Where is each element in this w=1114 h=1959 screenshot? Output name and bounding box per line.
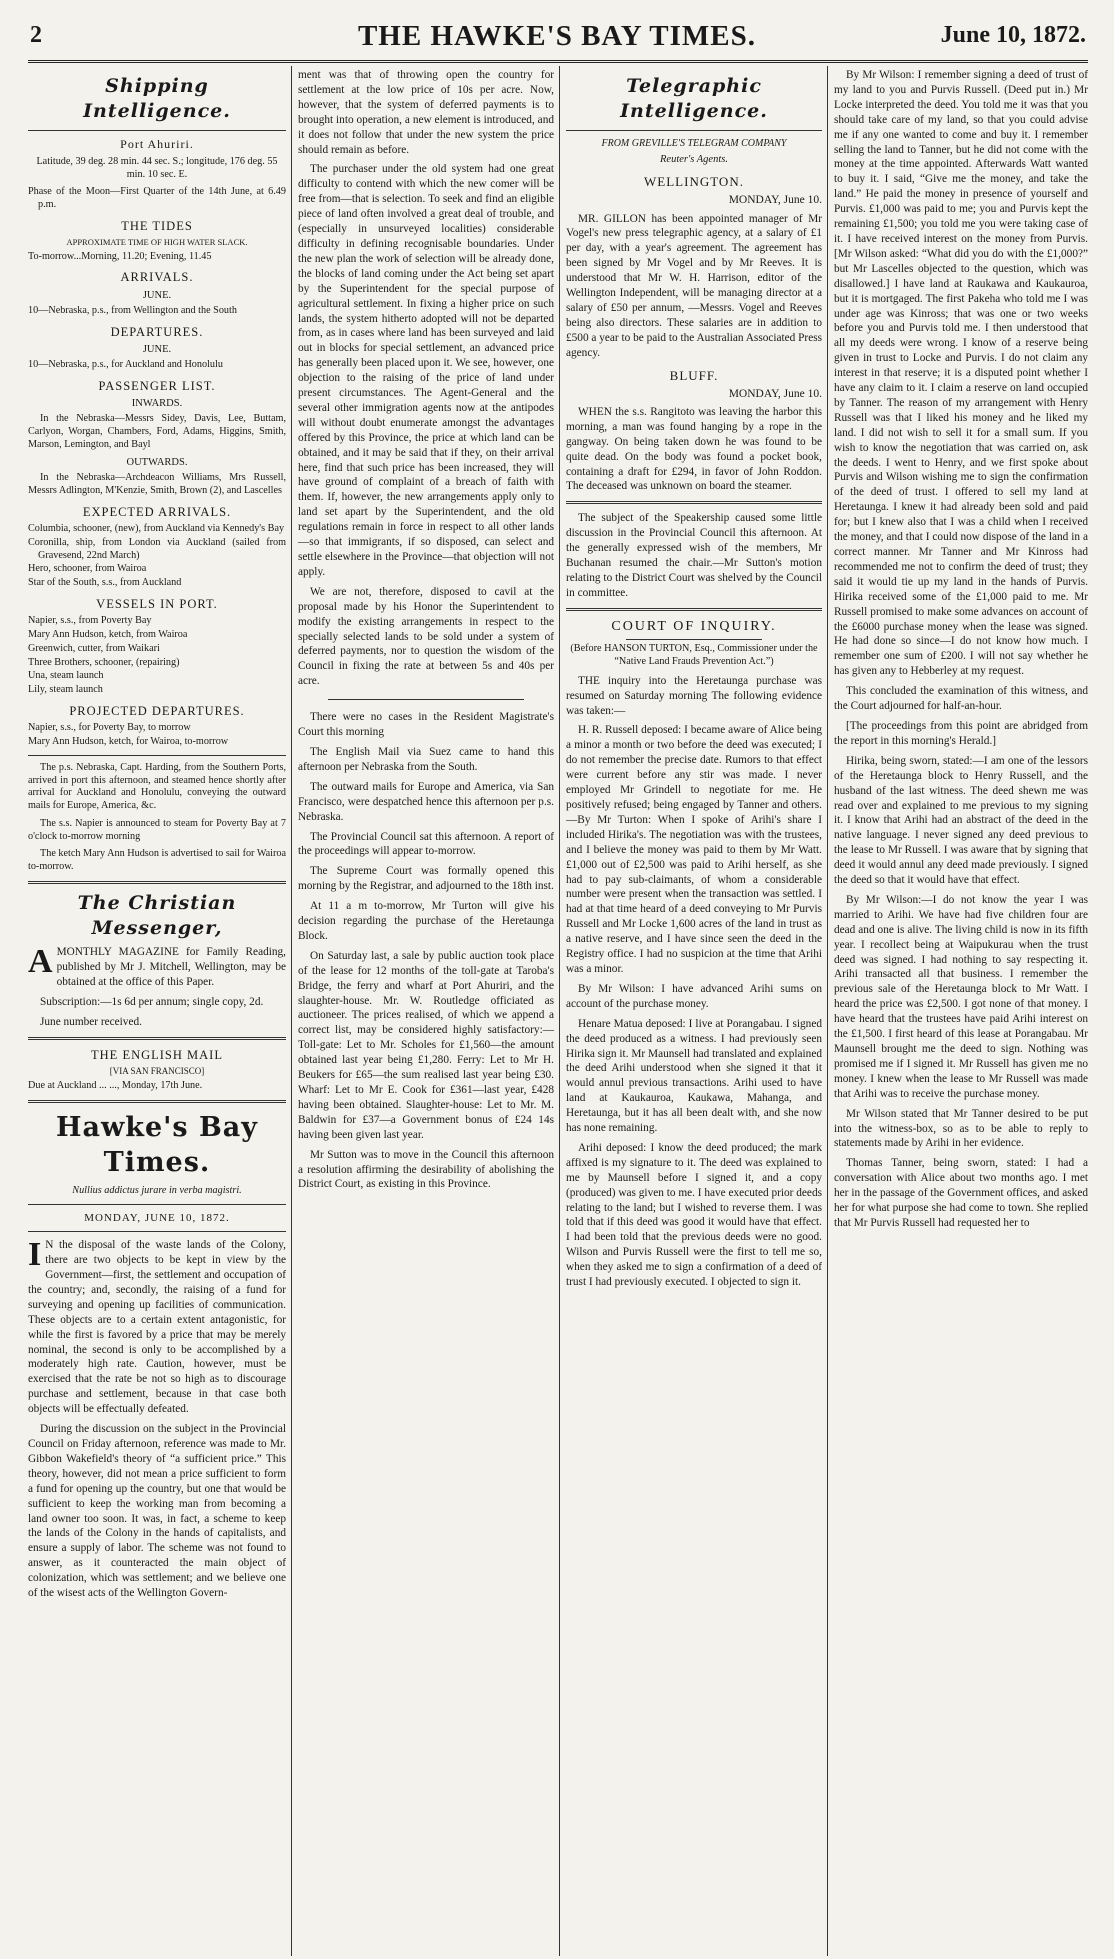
divider (28, 1204, 286, 1205)
column-rule (559, 66, 560, 1956)
mail-due: Due at Auckland ... ..., Monday, 17th June. (28, 1079, 203, 1091)
leader-paragraph (28, 1238, 286, 1417)
inquiry-text: [The proceedings from this point are abridged from the report in this morning's Herald.] (834, 719, 1088, 747)
leader-date: MONDAY, JUNE 10, 1872. (84, 1211, 230, 1224)
divider (28, 755, 286, 756)
divider (28, 1037, 286, 1040)
latitude: Latitude, 39 deg. 28 min. 44 sec. S.; longitude, 176 deg. 55 min. 10 sec. E. (36, 155, 278, 180)
telegram-text: WHEN the s.s. Rangitoto was leaving the harbor this morning, a man was found hanging by a rope in the gangway. On being taken down he was found to be quite dead. On the body was found a pocket book, containing a draft for £294, in favor of John Roddon. The deceased was unknown on board the steamer. (566, 405, 822, 493)
divider (28, 130, 286, 131)
divider (566, 130, 822, 131)
list-item: Three Brothers, schooner, (repairing) (28, 656, 180, 668)
list-item: Star of the South, s.s., from Auckland (28, 577, 182, 589)
messenger-ad (28, 945, 286, 990)
departures-text: 10—Nebraska, p.s., for Auckland and Honolulu (28, 358, 223, 370)
inquiry-text: Mr Wilson stated that Mr Tanner desired to be put into the witness-box, so as to be able to reply to statements made by Arihi in her evidence. (834, 1107, 1088, 1150)
divider (566, 501, 822, 504)
drop-cap: A (28, 943, 53, 981)
leader-paragraph: ment was that of throwing open the country for settlement at the low price of 10s per acre. Now, however, that the system of deferred payments is to brought into operation, a new element is introduced, and it does not follow that under the new system the price should remain as before. (298, 69, 554, 156)
list-item: Mary Ann Hudson, ketch, for Wairoa, to-morrow (28, 736, 229, 748)
court-heading: COURT OF INQUIRY. (611, 618, 777, 634)
list-item: Coronilla, ship, from London via Auckland (sailed from Gravesend, 22nd March) (28, 536, 286, 561)
divider (28, 1100, 286, 1103)
inquiry-text: Hirika, being sworn, stated:—I am one of the lessors of the Heretaunga block to Henry Russell, and the husband of the last witness. The deed shewn me was read over and explained to me previous to my signing it. I know that Arihi had an abstract of the deed in the native language. I never signed any deed previous to the lease to Mr Russell. I was aware that by signing that deed it would annul any deed made previously. I signed the deed so that it would have that effect. (834, 754, 1088, 887)
column-rule (291, 66, 292, 1956)
shipping-note: The s.s. Napier is announced to steam for Poverty Bay at 7 o'clock to-morrow morning (28, 817, 286, 842)
telegram-company: FROM GREVILLE'S TELEGRAM COMPANY (601, 138, 787, 150)
wellington-heading: WELLINGTON. (644, 174, 744, 190)
list-item: Columbia, schooner, (new), from Auckland via Kennedy's Bay (28, 523, 285, 535)
divider (28, 881, 286, 884)
inquiry-text: Henare Matua deposed: I live at Porangabau. I signed the deed produced as a witness. I had previously seen Hirika sign it. Mr Maunsell had translated and explained the deed Arihi understood when she signed it that it would annul previous transactions. Arihi used to have land at Kaukauroa, Kaukawa, Mahanga, and Heretaunga, but it has all been dealt with, and she now has none remaining. (566, 1017, 822, 1135)
shipping-note: The p.s. Nebraska, Capt. Harding, from the Southern Ports, arrived in port this afternoon, and steamed hence shortly after arrival for Auckland and Honolulu, conveying the outward mails for Europe, America, &c. (28, 761, 286, 812)
arrivals-title: ARRIVALS. (120, 270, 194, 285)
inquiry-text: H. R. Russell deposed: I became aware of Alice being a minor a month or two before the deed was executed; I do not remember the precise date. Rumors to that effect were current before any stir was made. I never employed Mr Grindell to negotiate for me. He positively refused; being engaged by Tanner and others.—By Mr Turton: When I spoke of Arihi's share I included Hirika's. The negotiation was with the trustees, and I believe the money was paid to them by Mr Watt. £1,000 out of £2,500 was paid to Arihi herself, as she had to pay sub-claimants, of whom a considerable number were present when the transaction was settled. I had at that time heard of a deed conveying to Mr Purvis Russell and Mr Locke 1,600 acres of the land in trust as a native reserve, and I have since seen the deed in the Registry office. I had no suspicion at the time that Arihi was a minor. (566, 724, 822, 975)
vessels-title: VESSELS IN PORT. (96, 596, 218, 611)
arrivals-month: JUNE. (142, 289, 172, 301)
leader-paragraph: We are not, therefore, disposed to cavil at the proposal made by his Honor the Superintendent to modify the existing arrangements in respect to the specially selected lands to be sold under a system of deferred payments, nor to question the wisdom of the Council in fixing the rate at between 5s and 40s per acre. (298, 585, 554, 688)
list-item: Hero, schooner, from Wairoa (28, 563, 147, 575)
column-3 (562, 68, 826, 1956)
passenger-title: PASSENGER LIST. (98, 378, 216, 393)
divider (626, 639, 762, 640)
dateline: MONDAY, June 10. (728, 194, 822, 207)
outwards-text: In the Nebraska—Archdeacon Williams, Mrs Russell, Messrs Adlington, M'Kenzie, Smith, Brown (2), and Lascelles (28, 472, 286, 496)
paper-motto: Nullius addictus jurare in verba magistri. (72, 1184, 242, 1196)
inquiry-text: THE inquiry into the Heretaunga purchase was resumed on Saturday morning The following evidence was taken:— (566, 674, 822, 717)
news-item: There were no cases in the Resident Magistrate's Court this morning (298, 711, 554, 739)
list-item: Greenwich, cutter, from Waikari (28, 642, 160, 654)
dateline: MONDAY, June 10. (728, 387, 822, 400)
expected-title: EXPECTED ARRIVALS. (82, 504, 232, 519)
masthead-rule (28, 60, 1088, 63)
departures-month: JUNE. (142, 344, 172, 356)
inwards-text: In the Nebraska—Messrs Sidey, Davis, Lee, Buttam, Carlyon, Worgan, Chambers, Ford, Adams, Higgins, Smith, Marson, Lemington, and Bayl (28, 413, 286, 450)
column-1 (28, 68, 290, 1956)
leader-paragraph: The purchaser under the old system had one great difficulty to contend with which the new comer will be free from—that is selection. To seek and find an eligible piece of land often involved a great deal of trouble, and (especially in unsurveyed localities) considerable difficulty in defining recognisable boundaries. Under the new plan the work of selection will be already done, the blocks of land coming under the Act being set apart by the Superintendent for the special purpose of agricultural settlement. In fixing a higher price on such lands, the system hitherto adopted will not be departed from, as in cases where land has been surveyed and laid out in blocks for special settlement, an advanced price has generally been placed upon it. We see, however, one objection to the raising of the price of land under present circumstances. The Agent-General and the several other immigration agents now at the antipodes will without doubt enumerate amongst the advantages offered by this Province, the price at which land can be obtained, and it may be said that if they, on their arrival here, find that such price has been increased, they will have ground of complaint of a breach of faith with them. If, however, the new arrangements apply only to land set apart by the Superintendent, and the old regulations remain in force in respect to all other lands—so that immigrants, if so disposed, can select and settle elsewhere in the Province—that objection will not apply. (298, 163, 554, 578)
newspaper-title: THE HAWKE'S BAY TIMES. (357, 20, 757, 52)
leader-paragraph: During the discussion on the subject in the Provincial Council on Friday afternoon, reference was made to Mr. Gibbon Wakefield's theory of “a sufficient price.” This theory, however, did not mean a price sufficient to form a fund for opening up the country, but one that would be sufficient to keep the working man from becoming a land owner too soon. It was, in fact, a scheme to keep the lands of the Colony in the hands of capitalists, and ensure a supply of labor. The scheme was not found to answer, as it counteracted the main object of colonization, which was settlement; and we believe one of the wisest acts of the Wellington Govern- (28, 1423, 286, 1600)
court-before: (Before HANSON TURTON, Esq., Commissioner under the “Native Land Frauds Prevention Act.”) (570, 643, 818, 668)
news-item: The English Mail via Suez came to hand this afternoon per Nebraska from the South. (298, 745, 554, 773)
mail-title: THE ENGLISH MAIL (91, 1047, 223, 1062)
list-item: Una, steam launch (28, 670, 104, 682)
tides-text: To-morrow...Morning, 11.20; Evening, 11.45 (28, 250, 212, 262)
tides-subtitle: APPROXIMATE TIME OF HIGH WATER SLACK. (66, 237, 248, 248)
inquiry-text: Arihi deposed: I know the deed produced; the mark affixed is my signature to it. The deed was explained to me by Maunsell before I signed it, and a copy (produced) was given to me. I have executed prior deeds relating to the land; but I wished to reverse them. I was told that if this deed was good it would have that effect. I had been told that the previous deeds were no good. Wilson and Purvis Russell were the first to tell me so, when they asked me to sign a confirmation of a deed of trust I had previously executed. I objected to sign it. (566, 1141, 822, 1289)
inquiry-text: Thomas Tanner, being sworn, stated: I had a conversation with Alice about two months ago. I met her in the passage of the Government offices, and asked her for what purpose she had come to town. She replied that Mr Purvis Russell had requested her to (834, 1157, 1088, 1229)
news-item: Mr Sutton was to move in the Council this afternoon a resolution affirming the desirability of abolishing the District Court, as existing in this Province. (298, 1148, 554, 1191)
inwards-label: INWARDS. (131, 398, 183, 410)
list-item: Lily, steam launch (28, 684, 103, 696)
tides-title: THE TIDES (121, 218, 193, 233)
messenger-text: MONTHLY MAGAZINE for Family Reading, published by Mr J. Mitchell, Wellington, may be obtained at the office of this Paper. (56, 946, 286, 988)
arrivals-text: 10—Nebraska, p.s., from Wellington and the South (28, 304, 237, 316)
divider (566, 608, 822, 611)
news-item: The Provincial Council sat this afternoon. A report of the proceedings will appear to-morrow. (298, 830, 554, 858)
outwards-label: OUTWARDS. (126, 457, 188, 469)
leader-text: N the disposal of the waste lands of the Colony, there are two objects to be kept in view by the Government—first, the settlement and occupation of the country; and, secondly, the raising of a fund for surveying and opening up facilities of communication. These objects are to a certain extent antagonistic, for while the first is favored by a price that may be merely nominal, the second is only to be accomplished by a moderately high rate. Caution, however, must be exercised that the rate be not so high as to discourage purchase and settlement, because in that case both objects will be effectually defeated. (28, 1239, 286, 1416)
telegraphic-heading: Telegraphic Intelligence. (620, 75, 768, 123)
inquiry-text: By Mr Wilson: I remember signing a deed of trust of my land to you and Purvis Russell. (Deed put in.) Mr Locke interpreted the deed. You told me it was that you should take care of my land, so that you could advise me if any one wanted to come and buy it. I remember selling the land to Tanner, but he did not come with the money at the time appointed. Afterwards Watt wanted to buy it. I said, “Give me the money, and take the land.” He paid the money in presence of yourself and Purvis. £1,000 was paid to me; you and Purvis kept the remaining £1,500; you told me you were taking case of it. I have received interest on the money from Purvis. [Mr Wilson asked: “What did you do with the £1,000?” but Mr Lascelles objected to the question, which was disallowed.] I have land at Raukawa and Kaukauroa, but it is mortgaged. The first Pakeha who told me I was under age was Kinross; that was one or two weeks before you and Purvis told me. I then understood that all my deeds were wrong. I know of a reserve being given in trust to Locke and Purvis. I do not claim any interest in that reserve; it is a disputed point whether I have any claim to it. I claim a reserve on land occupied by Tanner. The reason of my arrangement with Henry Russell was that I liked his money and he liked my land. I did not wish to sell it for a small sum. If you wish to know the negotiation that was carried on, ask the deeds. I went to Henry, and we first spoke about Purvis and Wilson wishing me to sign the confirmation of the deed of trust. I offered to sell my land at Heretaunga. I knew it had already been sold and paid for; but I knew also that I was a child when I received the money, and that I could now dispose of the land in a correct manner. Mr Tanner and Mr Kinross had recommended me not to confirm the deed of trust; they said it would tie up my land in the hands of Purvis. Hirika received some of the £1,000 paid to me. Mr Russell promised to make some advances on account of the £6000 purchase money when the lease was signed. He had done so since—I do not know how much. I remember one sum of £200. I will not say whether he has given any to Hebberley at my request. (834, 69, 1088, 678)
column-rule (827, 66, 828, 1956)
column-2 (294, 68, 558, 1956)
port-name: Port Ahuriri. (120, 137, 194, 152)
news-item: The subject of the Speakership caused some little discussion in the Provincial Council this afternoon. At the generally expressed wish of the members, Mr Buchanan resumed the chair.—Mr Sutton's motion relating to the District Court was shelved by the Council in committee. (566, 512, 822, 599)
moon-phase: Phase of the Moon—First Quarter of the 14th June, at 6.49 p.m. (28, 186, 286, 211)
page-number: 2 (30, 22, 42, 48)
departures-title: DEPARTURES. (110, 324, 204, 339)
inquiry-text: By Mr Wilson: I have advanced Arihi sums on account of the purchase money. (566, 982, 822, 1010)
issue-date: June 10, 1872. (940, 22, 1086, 48)
paper-name: Hawke's Bay Times. (55, 1111, 258, 1179)
shipping-heading: Shipping Intelligence. (83, 75, 231, 123)
inquiry-text: By Mr Wilson:—I do not know the year I was married to Arihi. We have had five children four are dead and one is alive. The living child is now in its fifth year. I recollect being at Waipukurau when the trust deed was signed. I had nothing to say respecting it. Arihi transacted all that business. I remember the previous sale of the Heretaunga block to Mr Watt. I heard the price was £2,500. I got none of that money. I have heard that the trustees have paid Arihi interest on the £1,500. I first heard of this lease at Porangabau. Mr Maunsell brought me the deed to sign. Nothing was promised me if I signed it. Mr Russell has given me no money. I knew when the lease to Mr Russell was made that Arihi was to receive the purchase money. (834, 893, 1088, 1100)
list-item: Napier, s.s., for Poverty Bay, to morrow (28, 722, 191, 734)
bluff-heading: BLUFF. (669, 367, 719, 383)
drop-cap: I (28, 1236, 42, 1274)
messenger-subscription: Subscription:—1s 6d per annum; single copy, 2d. (40, 995, 264, 1008)
column-4 (830, 68, 1088, 1956)
news-item: At 11 a m to-morrow, Mr Turton will give his decision regarding the purchase of the Heretaunga Block. (298, 900, 554, 942)
shipping-note: The ketch Mary Ann Hudson is advertised to sail for Wairoa to-morrow. (28, 848, 286, 873)
telegram-agents: Reuter's Agents. (660, 154, 728, 166)
divider (28, 1231, 286, 1232)
divider (328, 699, 524, 700)
list-item: Napier, s.s., from Poverty Bay (28, 615, 152, 627)
messenger-heading: The Christian Messenger, (77, 891, 237, 939)
projected-title: PROJECTED DEPARTURES. (69, 703, 245, 718)
news-item: The outward mails for Europe and America, via San Francisco, were despatched hence this afternoon per p.s. Nebraska. (298, 780, 554, 823)
news-item: On Saturday last, a sale by public auction took place of the lease for 12 months of the toll-gate at Taroba's Bridge, the ferry and wharf at Port Ahuriri, and the slaughter-house. Mr. W. Routledge officiated as auctioneer. The prices realised, of which we append a correct list, may be considered highly satisfactory:—Toll-gate: Let to Mr. Scholes for £1,560—the amount obtained last year being £1,280. Ferry: Let to Mr H. Beukers for £65—the sum realised last year being £30. Wharf: Let to Mr E. Cook for £361—last year, £428 having been obtained. Slaughter-house: Let to Mr. M. Baldwin for £37—a Government bonus of £24 14s having been given last year. (298, 949, 554, 1141)
mail-via: [VIA SAN FRANCISCO] (109, 1066, 205, 1077)
inquiry-text: This concluded the examination of this witness, and the Court adjourned for half-an-hour. (834, 685, 1088, 713)
list-item: Mary Ann Hudson, ketch, from Wairoa (28, 629, 188, 641)
masthead (0, 0, 1114, 60)
telegram-text: MR. GILLON has been appointed manager of Mr Vogel's new press telegraphic agency, at a salary of £1 per day, with a year's agreement. The agreement has been signed by Mr Vogel and by Mr Reeves. It is understood that Mr W. H. Harrison, editor of the Wellington Independent, will be managing director at a salary of £50 per annum, —Messrs. Vogel and Reeves being also directors. These salaries are in addition to £500 a year to be paid to the Australian Associated Press agency. (566, 212, 823, 359)
news-item: The Supreme Court was formally opened this morning by the Registrar, and adjourned to the 18th inst. (298, 865, 554, 893)
messenger-june: June number received. (40, 1015, 142, 1028)
